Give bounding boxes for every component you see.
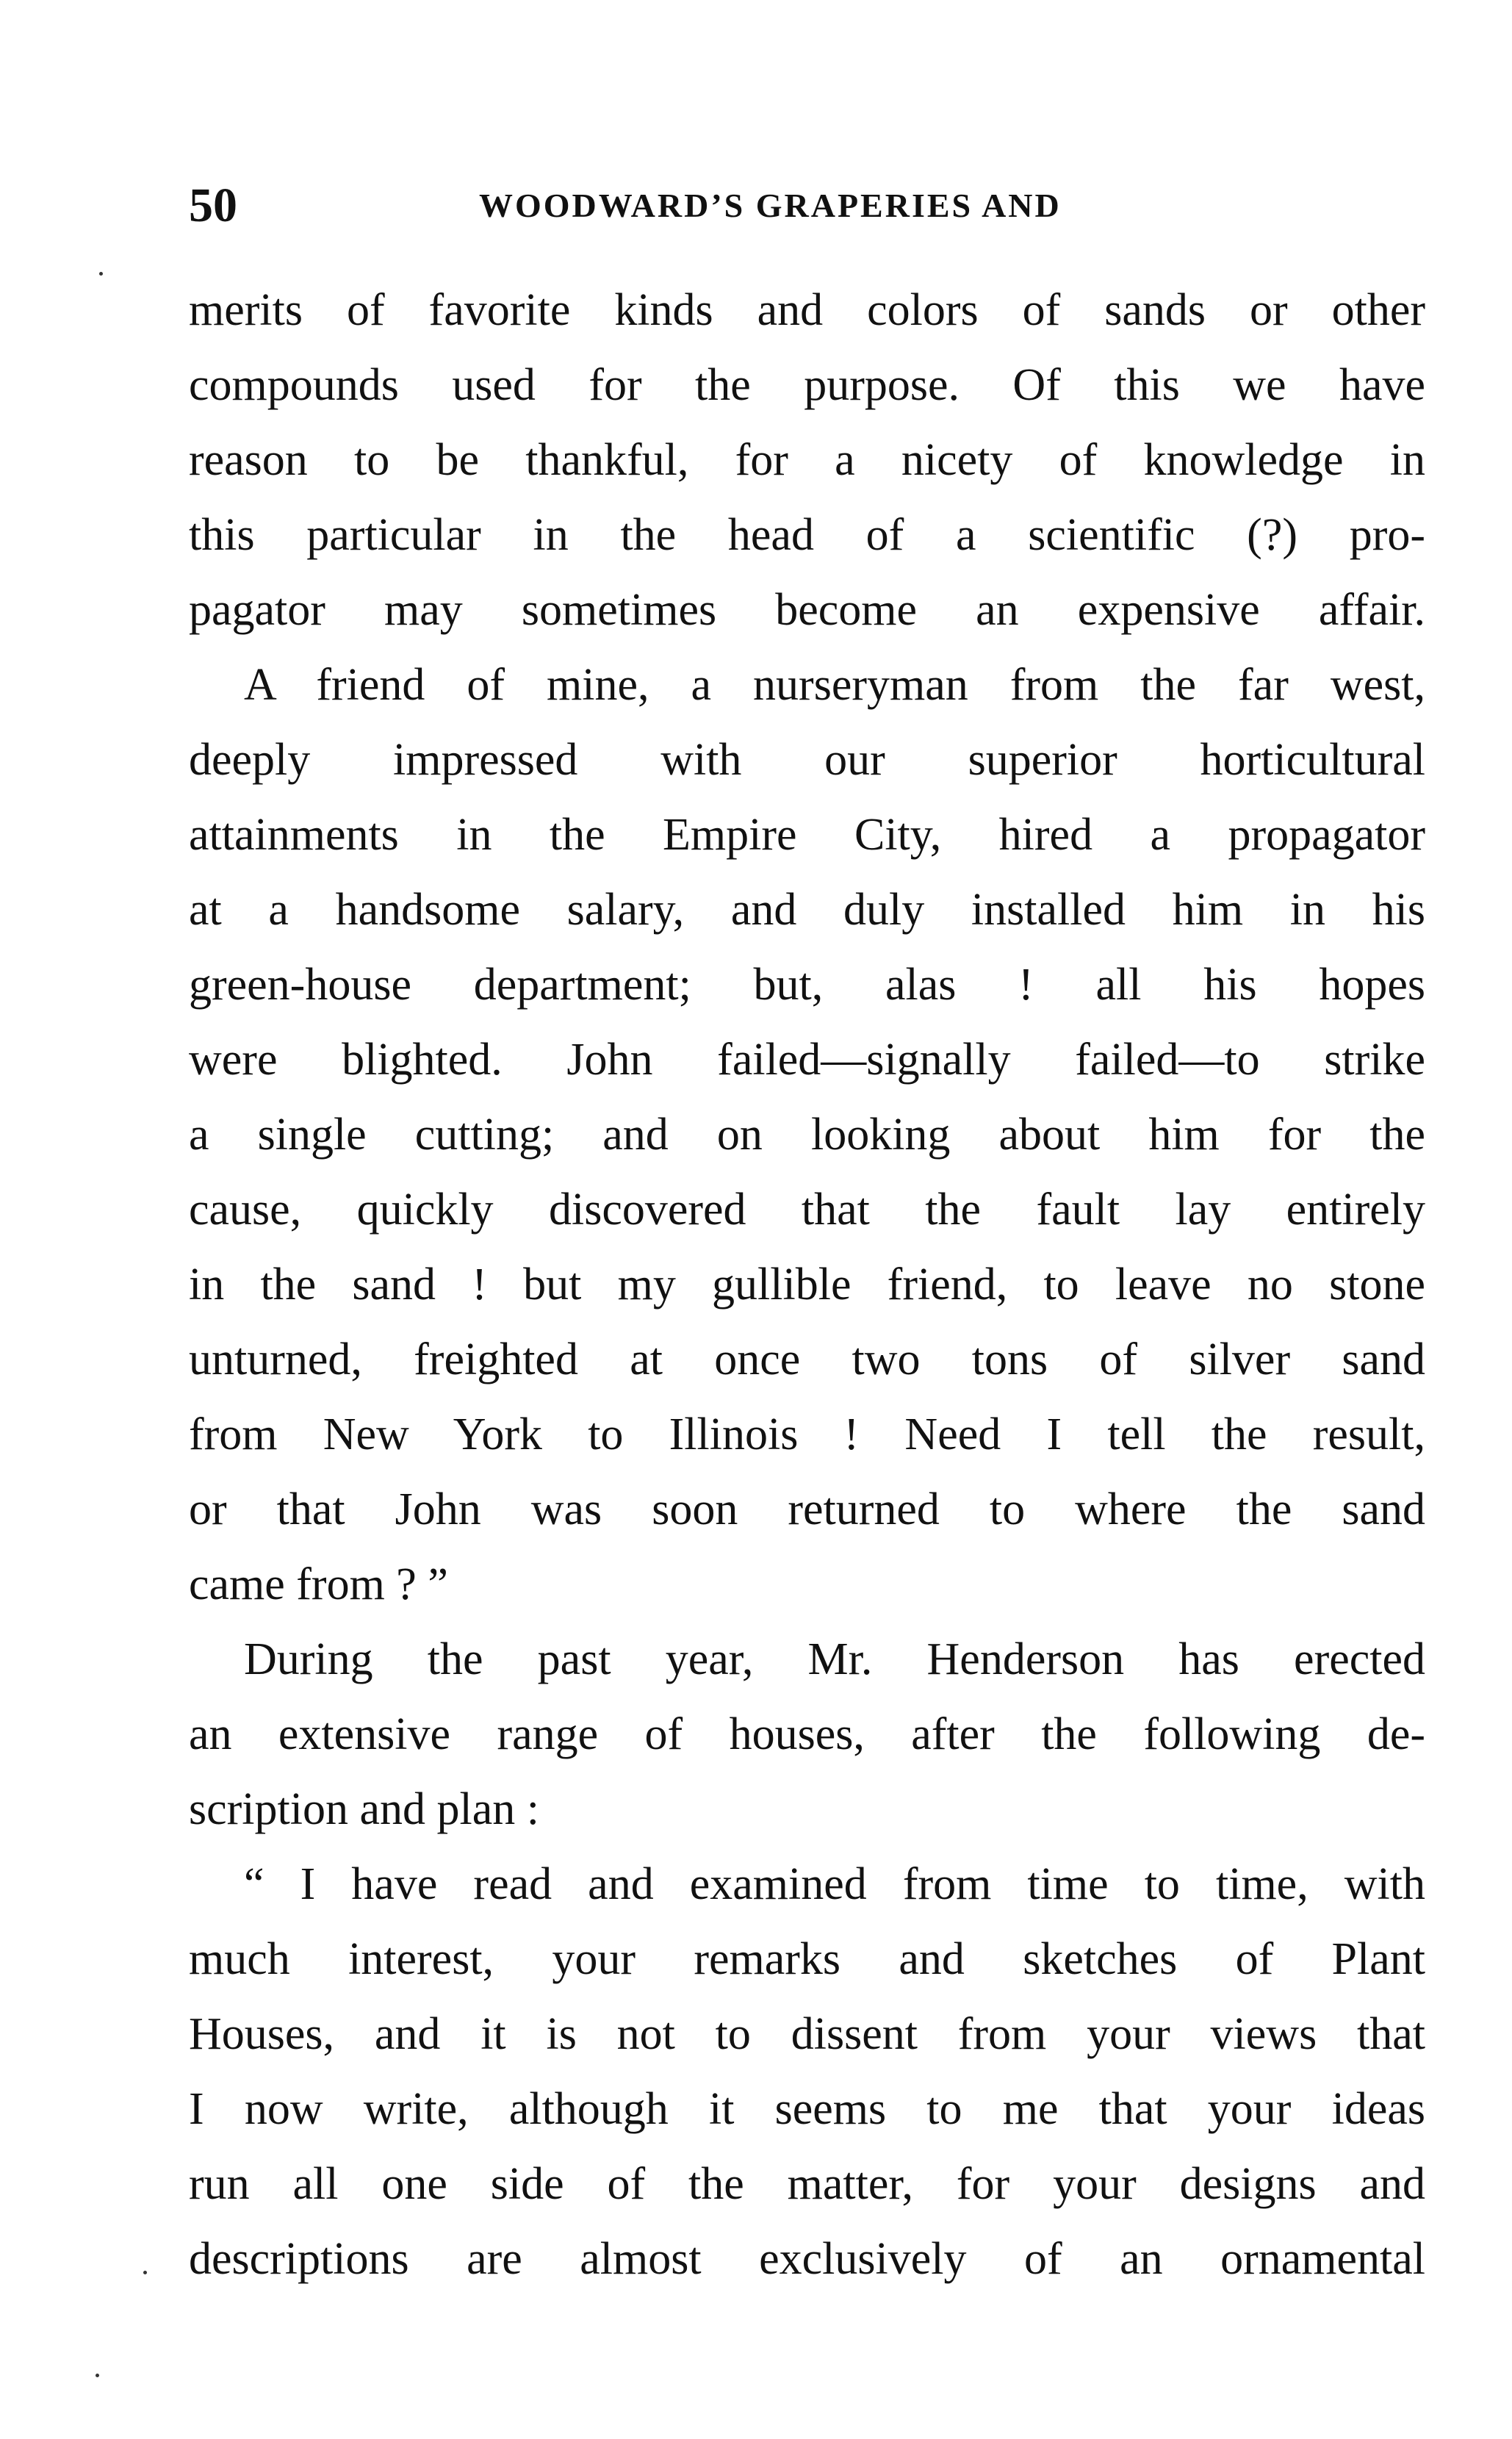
page-number: 50 [189,179,237,232]
scan-speck [96,2374,99,2377]
text-line: scription and plan : [189,1784,539,1834]
text-line: compounds used for the purpose. Of this we have [189,360,1425,410]
text-line: an extensive range of houses, after the following de- [189,1709,1425,1759]
paragraph [189,647,1425,1622]
text-line: run all one side of the matter, for your designs and [189,2159,1425,2209]
text-line: “ I have read and examined from time to time, with [244,1859,1425,1909]
text-line: descriptions are almost exclusively of an ornamental [189,2234,1425,2284]
running-title: WOODWARD’S GRAPERIES AND [479,187,1062,224]
page-body [189,273,1425,2296]
text-line: much interest, your remarks and sketches of Plant [189,1934,1425,1984]
text-line: were blighted. John failed—signally failed—to strike [189,1035,1425,1085]
paragraph [189,273,1425,647]
scan-speck [143,2271,147,2274]
text-line: this particular in the head of a scientific (?) pro- [189,510,1425,560]
text-line: I now write, although it seems to me that your ideas [189,2084,1425,2134]
scan-speck [99,272,103,276]
text-line: cause, quickly discovered that the fault lay entirely [189,1185,1425,1235]
text-line: unturned, freighted at once two tons of silver sand [189,1335,1425,1384]
running-header [189,176,1425,235]
text-line: During the past year, Mr. Henderson has erected [244,1634,1425,1684]
text-line: deeply impressed with our superior horticultural [189,735,1425,785]
text-line: pagator may sometimes become an expensive affair. [189,585,1425,635]
text-line: came from ? ” [189,1559,448,1609]
text-line: merits of favorite kinds and colors of sands or other [189,285,1425,335]
text-line: green-house department; but, alas ! all his hopes [189,960,1425,1010]
text-line: attainments in the Empire City, hired a propagator [189,810,1425,860]
text-line: at a handsome salary, and duly installed him in his [189,885,1425,935]
paragraph [189,1847,1425,2296]
text-line: in the sand ! but my gullible friend, to leave no stone [189,1260,1425,1310]
text-line: reason to be thankful, for a nicety of knowledge in [189,435,1425,485]
paragraph [189,1622,1425,1847]
text-line: or that John was soon returned to where the sand [189,1484,1425,1534]
text-line: A friend of mine, a nurseryman from the far west, [244,660,1425,710]
text-line: from New York to Illinois ! Need I tell the result, [189,1409,1425,1459]
text-line: Houses, and it is not to dissent from your views that [189,2009,1425,2059]
text-line: a single cutting; and on looking about him for the [189,1110,1425,1160]
